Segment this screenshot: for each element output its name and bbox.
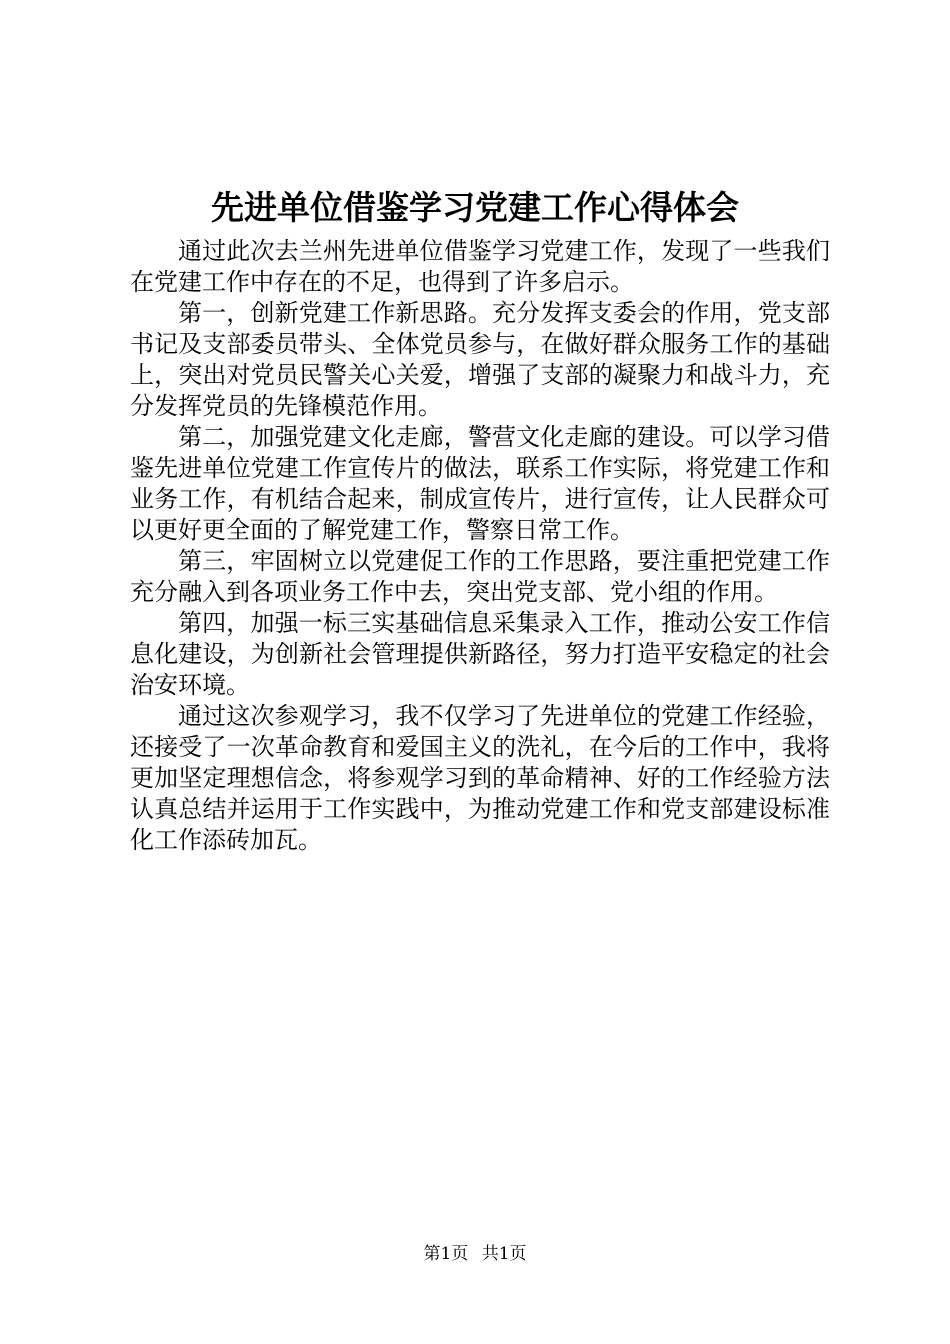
paragraph-conclusion: 通过这次参观学习，我不仅学习了先进单位的党建工作经验，还接受了一次革命教育和爱国主义的洗礼，在今后的工作中，我将更加坚定理想信念，将参观学习到的革命精神、好的工作经验方法认真总结并运用于工作实践中，为推动党建工作和党支部建设标准化工作添砖加瓦。: [130, 702, 830, 854]
paragraph-intro: 通过此次去兰州先进单位借鉴学习党建工作，发现了一些我们在党建工作中存在的不足，也得到了许多启示。: [130, 237, 830, 296]
document-title: 先进单位借鉴学习党建工作心得体会: [211, 188, 739, 227]
paragraph-point-4: 第四，加强一标三实基础信息采集录入工作，推动公安工作信息化建设，为创新社会管理提供新路径，努力打造平安稳定的社会治安环境。: [130, 609, 830, 699]
total-pages: 共1页: [481, 1244, 527, 1264]
page-number-footer: [0, 1242, 950, 1266]
paragraph-point-3: 第三，牢固树立以党建促工作的工作思路，要注重把党建工作充分融入到各项业务工作中去，突出党支部、党小组的作用。: [130, 547, 830, 606]
paragraph-point-2: 第二，加强党建文化走廊，警营文化走廊的建设。可以学习借鉴先进单位党建工作宣传片的做法，联系工作实际，将党建工作和业务工作，有机结合起来，制成宣传片，进行宣传，让人民群众可以更好更全面的了解党建工作，警察日常工作。: [130, 423, 830, 544]
paragraph-point-1: 第一，创新党建工作新思路。充分发挥支委会的作用，党支部书记及支部委员带头、全体党员参与，在做好群众服务工作的基础上，突出对党员民警关心关爱，增强了支部的凝聚力和战斗力，充分发挥党员的先锋模范作用。: [130, 299, 830, 420]
document-body: [130, 236, 830, 856]
page-number: 第1页: [423, 1244, 469, 1264]
